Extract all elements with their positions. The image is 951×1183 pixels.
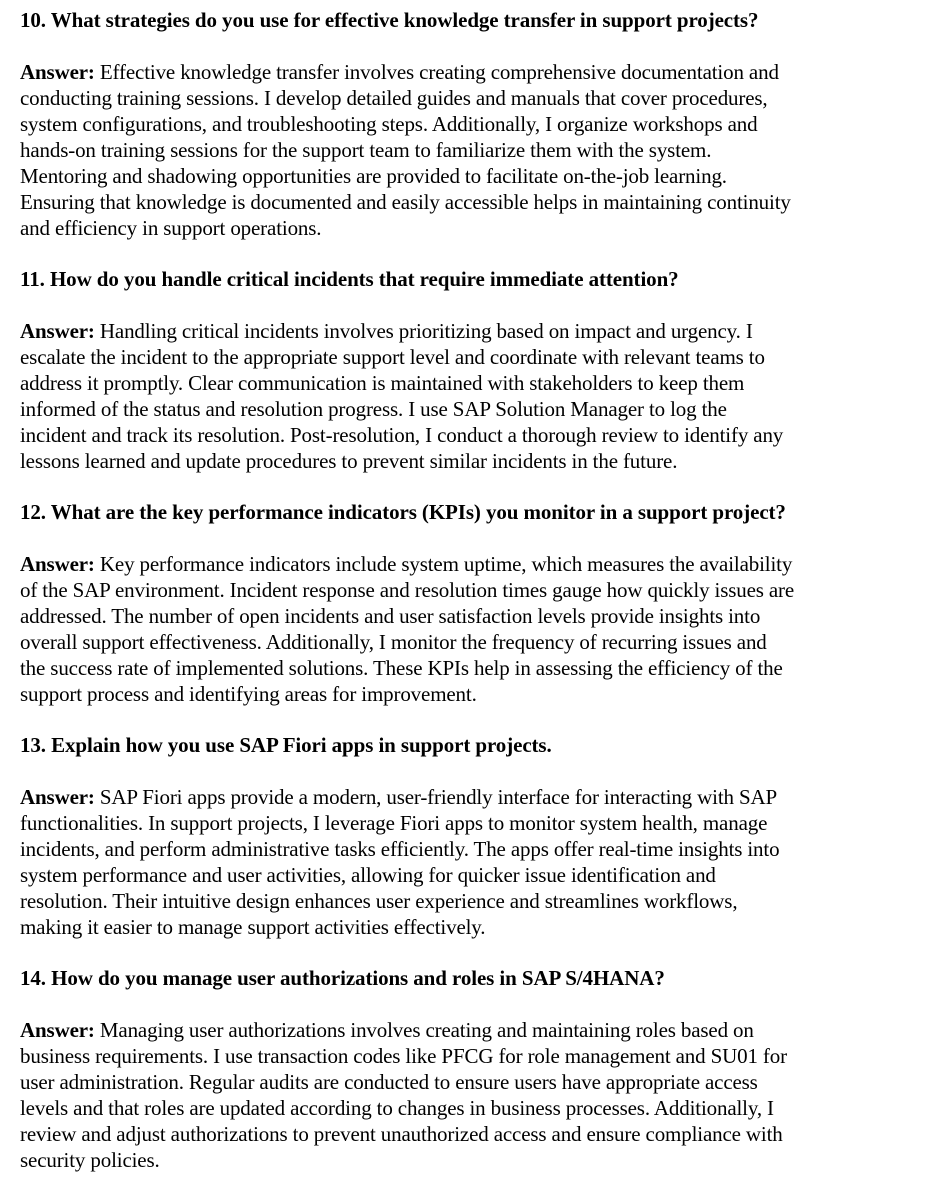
qa-section-11	[20, 266, 951, 474]
qa-section-12	[20, 499, 951, 707]
question-heading: 13. Explain how you use SAP Fiori apps in support projects.	[20, 733, 552, 757]
answer-line: escalate the incident to the appropriate support level and coordinate with relevant teams to	[20, 345, 765, 369]
answer-label: Answer:	[20, 1018, 95, 1042]
answer-line: support process and identifying areas for improvement.	[20, 682, 477, 706]
answer-line: conducting training sessions. I develop detailed guides and manuals that cover procedures,	[20, 86, 768, 110]
answer-line: security policies.	[20, 1148, 160, 1172]
answer-line: user administration. Regular audits are conducted to ensure users have appropriate access	[20, 1070, 758, 1094]
qa-section-14	[20, 965, 951, 1173]
question-heading: 12. What are the key performance indicators (KPIs) you monitor in a support project?	[20, 500, 786, 524]
answer-line: system configurations, and troubleshooting steps. Additionally, I organize workshops and	[20, 112, 758, 136]
answer-paragraph	[20, 551, 951, 707]
answer-line: addressed. The number of open incidents and user satisfaction levels provide insights into	[20, 604, 761, 628]
question-heading: 14. How do you manage user authorizations and roles in SAP S/4HANA?	[20, 966, 665, 990]
answer-line: the success rate of implemented solutions. These KPIs help in assessing the efficiency of the	[20, 656, 783, 680]
answer-line: Answer: SAP Fiori apps provide a modern, user-friendly interface for interacting with SAP	[20, 785, 778, 809]
answer-line: address it promptly. Clear communication is maintained with stakeholders to keep them	[20, 371, 745, 395]
answer-line: incident and track its resolution. Post-resolution, I conduct a thorough review to identify any	[20, 423, 784, 447]
answer-line: informed of the status and resolution progress. I use SAP Solution Manager to log the	[20, 397, 727, 421]
answer-line: hands-on training sessions for the support team to familiarize them with the system.	[20, 138, 712, 162]
answer-line: of the SAP environment. Incident response and resolution times gauge how quickly issues are	[20, 578, 795, 602]
answer-paragraph	[20, 1017, 951, 1173]
answer-line: business requirements. I use transaction codes like PFCG for role management and SU01 for	[20, 1044, 787, 1068]
answer-paragraph	[20, 59, 951, 241]
answer-label: Answer:	[20, 785, 95, 809]
answer-line: Answer: Key performance indicators include system uptime, which measures the availability	[20, 552, 793, 576]
answer-line: Answer: Managing user authorizations involves creating and maintaining roles based on	[20, 1018, 754, 1042]
answer-line: and efficiency in support operations.	[20, 216, 322, 240]
answer-line: resolution. Their intuitive design enhances user experience and streamlines workflows,	[20, 889, 738, 913]
answer-line: Ensuring that knowledge is documented and easily accessible helps in maintaining continuity	[20, 190, 791, 214]
answer-line: overall support effectiveness. Additionally, I monitor the frequency of recurring issues and	[20, 630, 767, 654]
qa-section-10	[20, 7, 951, 241]
answer-paragraph	[20, 318, 951, 474]
question-heading: 10. What strategies do you use for effective knowledge transfer in support projects?	[20, 8, 759, 32]
answer-line: Answer: Handling critical incidents involves prioritizing based on impact and urgency. I	[20, 319, 753, 343]
answer-line: incidents, and perform administrative tasks efficiently. The apps offer real-time insights into	[20, 837, 780, 861]
answer-line: making it easier to manage support activities effectively.	[20, 915, 486, 939]
answer-line: lessons learned and update procedures to prevent similar incidents in the future.	[20, 449, 678, 473]
answer-label: Answer:	[20, 60, 95, 84]
answer-line: levels and that roles are updated according to changes in business processes. Additionally, I	[20, 1096, 774, 1120]
answer-paragraph	[20, 784, 951, 940]
answer-line: Answer: Effective knowledge transfer involves creating comprehensive documentation and	[20, 60, 779, 84]
question-heading: 11. How do you handle critical incidents that require immediate attention?	[20, 267, 679, 291]
answer-line: system performance and user activities, allowing for quicker issue identification and	[20, 863, 716, 887]
answer-line: Mentoring and shadowing opportunities are provided to facilitate on-the-job learning.	[20, 164, 727, 188]
answer-label: Answer:	[20, 552, 95, 576]
answer-line: functionalities. In support projects, I leverage Fiori apps to monitor system health, manage	[20, 811, 768, 835]
answer-label: Answer:	[20, 319, 95, 343]
qa-section-13	[20, 732, 951, 940]
answer-line: review and adjust authorizations to prevent unauthorized access and ensure compliance with	[20, 1122, 783, 1146]
